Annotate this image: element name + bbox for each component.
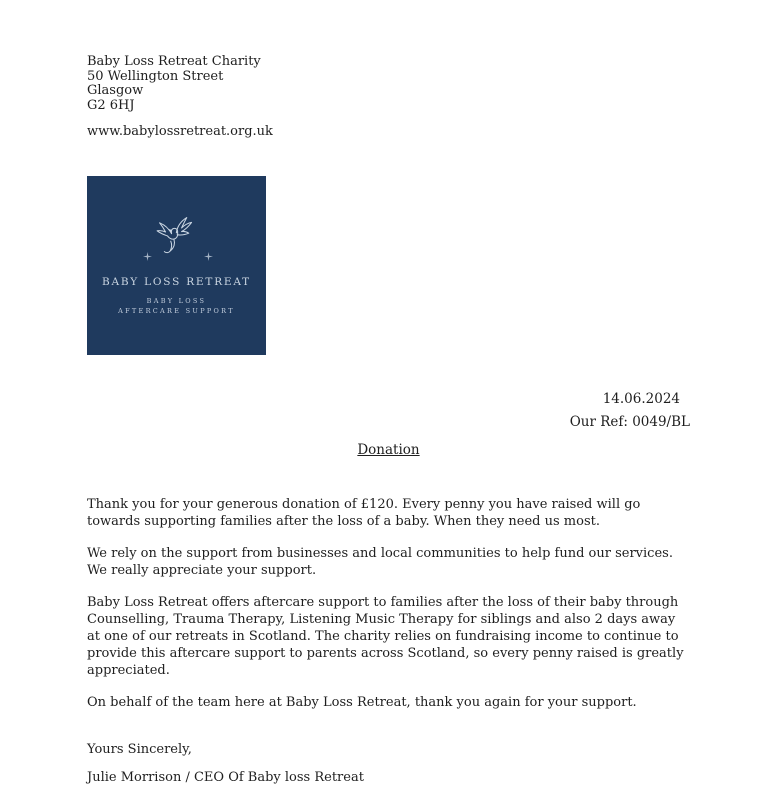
- sender-address-block: [87, 55, 690, 113]
- letter-reference: Our Ref: 0049/BL: [569, 414, 690, 430]
- letter-heading: Donation: [357, 441, 420, 458]
- sparkle-icon: [143, 246, 152, 255]
- logo-subtitle-line1: BABY LOSS: [146, 296, 207, 305]
- logo-title: BABY LOSS RETREAT: [102, 275, 251, 288]
- signature-line: Julie Morrison / CEO Of Baby loss Retreat: [87, 769, 364, 785]
- body-paragraph: We rely on the support from businesses and local communities to help fund our services. We really appreciate your support.: [87, 545, 673, 578]
- sender-name: Baby Loss Retreat Charity: [87, 54, 261, 69]
- letter-date: 14.06.2024: [602, 390, 680, 407]
- sender-postcode: G2 6HJ: [87, 97, 135, 113]
- closing-line: Yours Sincerely,: [87, 741, 192, 757]
- sender-city: Glasgow: [87, 83, 144, 98]
- sender-street: 50 Wellington Street: [87, 68, 224, 84]
- sender-website: www.babylossretreat.org.uk: [87, 124, 273, 139]
- logo-subtitle-line2: AFTERCARE SUPPORT: [118, 306, 235, 315]
- body-paragraph: Baby Loss Retreat offers aftercare support to families after the loss of their baby through Counselling, Trauma Therapy, Listening Music Therapy for siblings and also 2 days away at one of our retreats in Scotland. The charity relies on fundraising income to continue to provide this aftercare support to parents across Scotland, so every penny raised is greatly appreciated.: [87, 594, 684, 678]
- body-paragraph: On behalf of the team here at Baby Loss Retreat, thank you again for your support.: [87, 694, 637, 710]
- sparkle-icon: [204, 246, 213, 255]
- body-paragraph: Thank you for your generous donation of £120. Every penny you have raised will go towards supporting families after the loss of a baby. When they need us most.: [87, 496, 641, 529]
- charity-logo: [87, 176, 266, 355]
- dove-icon: [151, 212, 199, 260]
